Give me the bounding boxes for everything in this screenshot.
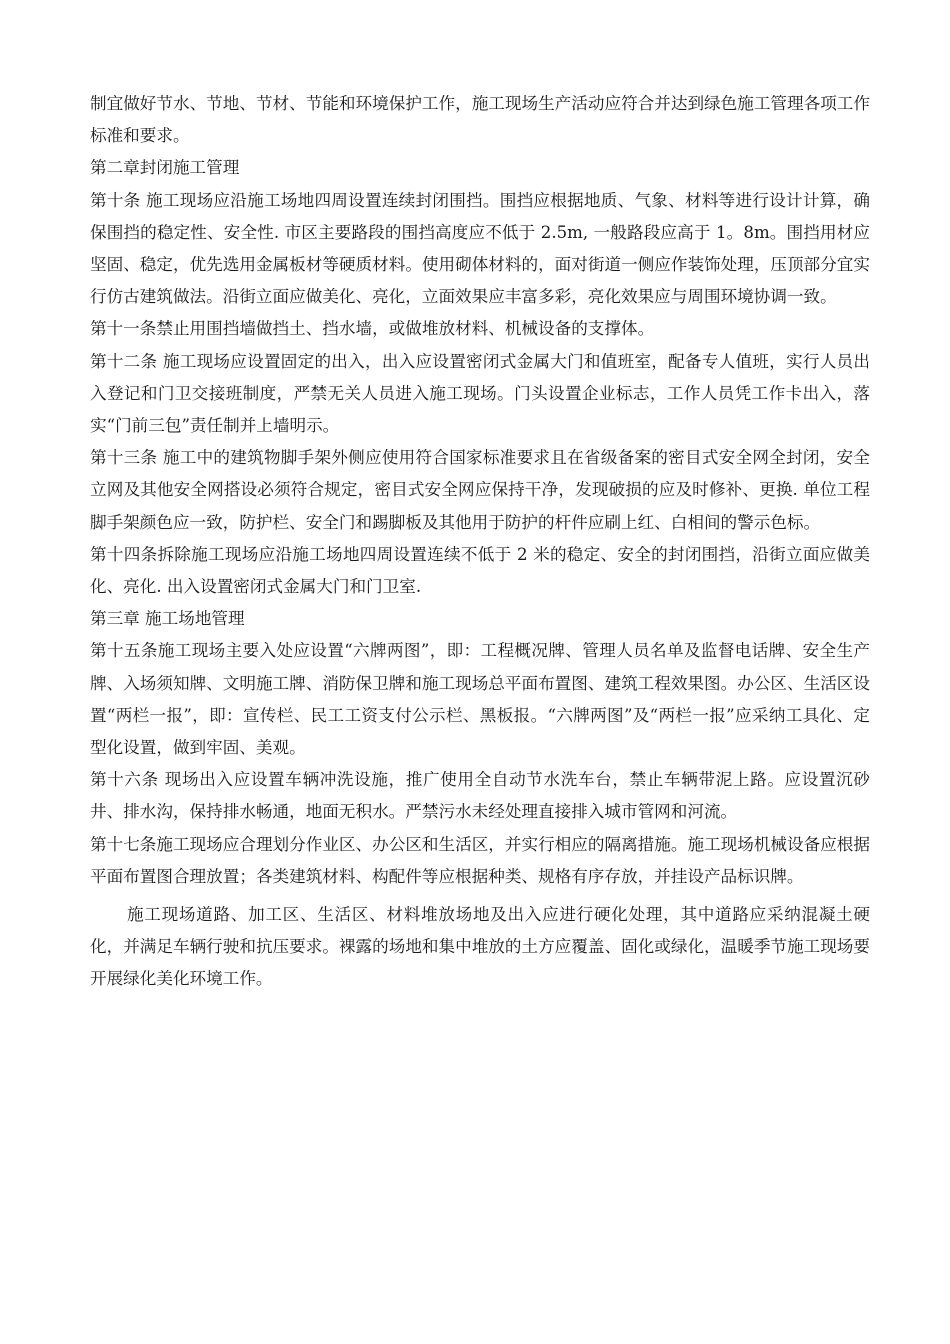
article-15: 第十五条施工现场主要入处应设置“六牌两图”，即：工程概况牌、管理人员名单及监督电话牌、安全生产牌、入场须知牌、文明施工牌、消防保卫牌和施工现场总平面布置图、建筑工程效果图。办公区、生活区设置“两栏一报”，即：宣传栏、民工工资支付公示栏、黑板报。“六牌两图”及“两栏一报”应采纳工具化、定型化设置，做到牢固、美观。 xyxy=(90,641,870,758)
article-10: 第十条 施工现场应沿施工场地四周设置连续封闭围挡。围挡应根据地质、气象、材料等进行设计计算，确保围挡的稳定性、安全性. 市区主要路段的围挡高度应不低于 2.5m, 一般路段应高于 1。8m。围挡用材应坚固、稳定，优先选用金属板材等硬质材料。使用砌体材料的，面对街道一侧应作装饰处理，压顶部分宜实行仿古建筑做法。沿街立面应做美化、亮化，立面效果应丰富多彩，亮化效果应与周围环境协调一致。 xyxy=(90,190,870,307)
article-14: 第十四条拆除施工现场应沿施工场地四周设置连续不低于 2 米的稳定、安全的封闭围挡，沿街立面应做美化、亮化. 出入设置密闭式金属大门和门卫室. xyxy=(90,544,870,597)
article-13: 第十三条 施工中的建筑物脚手架外侧应使用符合国家标准要求且在省级备案的密目式安全网全封闭，安全立网及其他安全网搭设必须符合规定，密目式安全网应保持干净，发现破损的应及时修补、更换. 单位工程脚手架颜色应一致，防护栏、安全门和踢脚板及其他用于防护的杆件应刷上红、白相间的警示色标。 xyxy=(90,448,870,532)
article-11: 第十一条禁止用围挡墙做挡土、挡水墙，或做堆放材料、机械设备的支撑体。 xyxy=(90,319,655,339)
article-12: 第十二条 施工现场应设置固定的出入，出入应设置密闭式金属大门和值班室，配备专人值班，实行人员出入登记和门卫交接班制度，严禁无关人员进入施工现场。门头设置企业标志，工作人员凭工作卡出入，落实“门前三包”责任制并上墙明示。 xyxy=(90,351,870,436)
paragraph-intro-continuation: 制宜做好节水、节地、节材、节能和环境保护工作，施工现场生产活动应符合并达到绿色施工管理各项工作标准和要求。 xyxy=(90,94,870,146)
document-page xyxy=(90,88,870,996)
article-16: 第十六条 现场出入应设置车辆冲洗设施，推广使用全自动节水洗车台，禁止车辆带泥上路。应设置沉砂井、排水沟，保持排水畅通，地面无积水。严禁污水未经处理直接排入城市管网和河流。 xyxy=(90,770,870,822)
chapter-heading-2: 第二章封闭施工管理 xyxy=(90,158,240,178)
chapter-heading-3: 第三章 施工场地管理 xyxy=(90,609,245,629)
article-17: 第十七条施工现场应合理划分作业区、办公区和生活区，并实行相应的隔离措施。施工现场机械设备应根据平面布置图合理放置；各类建筑材料、构配件等应根据种类、规格有序存放，并挂设产品标识牌。 xyxy=(90,834,870,886)
article-17-continuation: 施工现场道路、加工区、生活区、材料堆放场地及出入应进行硬化处理，其中道路应采纳混凝土硬化，并满足车辆行驶和抗压要求。裸露的场地和集中堆放的土方应覆盖、固化或绿化，温暖季节施工现场要开展绿化美化环境工作。 xyxy=(90,905,870,989)
